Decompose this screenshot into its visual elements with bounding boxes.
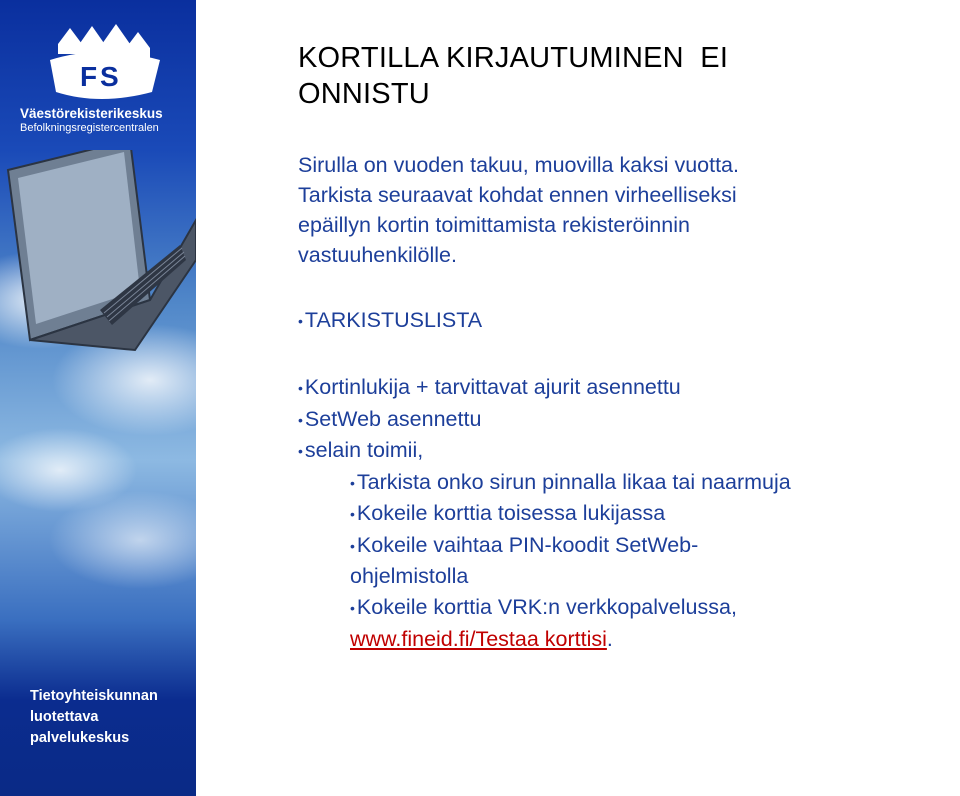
link-suffix: . (606, 626, 613, 651)
checklist-heading-text: TARKISTUSLISTA (304, 308, 483, 332)
footer-line-1: Tietoyhteiskunnan (30, 688, 158, 704)
svg-text:F: F (80, 61, 98, 92)
footer-slogan (30, 686, 158, 749)
sub-list-item-text: Tarkista onko sirun pinnalla likaa tai naarmuja (356, 469, 791, 494)
intro-line-3: epäillyn kortin toimittamista rekisteröinnin (298, 213, 690, 237)
checklist-heading (298, 308, 482, 333)
sub-list-item-text: Kokeile vaihtaa PIN-koodit SetWeb- (356, 532, 699, 557)
intro-paragraph (298, 150, 938, 270)
footer-line-3: palvelukeskus (30, 730, 130, 746)
bullet-icon: • (298, 443, 303, 460)
bullet-icon: • (350, 537, 355, 554)
logo-name: Väestörekisterikeskus (20, 106, 163, 121)
checklist (298, 372, 958, 654)
sub-list-item-text: Kokeile korttia VRK:n verkkopalvelussa, (356, 594, 737, 619)
vrk-logo-icon (20, 14, 180, 109)
bullet-icon: • (298, 313, 303, 330)
bullet-icon: • (350, 474, 355, 491)
bullet-icon: • (350, 506, 355, 523)
intro-line-4: vastuuhenkilölle. (298, 243, 457, 267)
intro-line-2: Tarkista seuraavat kohdat ennen virheelliseksi (298, 183, 737, 207)
list-item-text: SetWeb asennettu (304, 406, 482, 431)
sub-list-item-continuation: ohjelmistolla (350, 564, 469, 589)
sub-list-item (298, 530, 958, 562)
intro-line-1: Sirulla on vuoden takuu, muovilla kaksi vuotta. (298, 153, 739, 177)
bullet-icon: • (298, 411, 303, 428)
sub-list-item (298, 498, 958, 530)
bullet-icon: • (350, 600, 355, 617)
link-line (298, 624, 958, 655)
list-item (298, 404, 958, 436)
fineid-test-link[interactable]: www.fineid.fi/Testaa korttisi (350, 626, 607, 651)
sub-list-item-text: Kokeile korttia toisessa lukijassa (356, 501, 666, 526)
list-item-text: selain toimii, (304, 438, 424, 463)
sub-list-item (298, 592, 958, 624)
logo-subname: Befolkningsregistercentralen (20, 122, 159, 134)
sub-list-item (298, 467, 958, 499)
footer-line-2: luotettava (30, 709, 99, 725)
list-item (298, 372, 958, 404)
slide-title (298, 40, 958, 112)
list-item (298, 435, 958, 467)
list-item-text: Kortinlukija + tarvittavat ajurit asennettu (304, 375, 681, 399)
side-banner (0, 0, 196, 796)
title-line-1: KORTILLA KIRJAUTUMINEN EI (298, 42, 729, 74)
laptop-icon (0, 150, 196, 380)
svg-text:S: S (100, 61, 119, 92)
title-line-2: ONNISTU (298, 78, 430, 110)
bullet-icon: • (298, 380, 303, 397)
